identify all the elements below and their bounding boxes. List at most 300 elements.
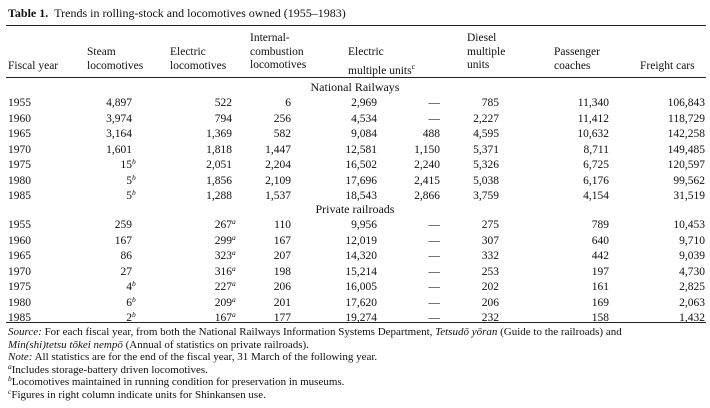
cell-internal-combustion-value: 256	[273, 112, 291, 125]
cell-internal-combustion	[274, 266, 291, 278]
cell-year	[8, 250, 31, 262]
cell-diesel	[482, 235, 499, 247]
cell-diesel-value: 5,326	[473, 159, 499, 171]
cell-emu-shinkansen-value: —	[428, 265, 440, 278]
table-title-text: Trends in rolling-stock and locomotives owned (1955–1983)	[54, 6, 346, 20]
header-diesel-l1: Diesel	[467, 32, 497, 44]
cell-steam	[106, 113, 138, 125]
cell-internal-combustion	[274, 297, 291, 309]
cell-year-value: 1955	[8, 97, 31, 109]
table-row	[0, 128, 710, 143]
cell-year	[8, 281, 31, 293]
cell-steam-value: 4,897	[106, 97, 132, 109]
cell-year	[8, 175, 31, 187]
cell-steam: 5$^b$	[126, 188, 136, 202]
cell-passenger-value: 4,154	[583, 190, 609, 202]
cell-emu-shinkansen	[429, 297, 441, 309]
cell-electric: 267$^a$	[214, 217, 236, 231]
cell-freight-value: 120,597	[667, 159, 705, 171]
cell-passenger-value: 11,340	[577, 97, 609, 109]
header-steam	[87, 46, 143, 73]
cell-freight-value: 118,729	[668, 112, 705, 125]
header-emu-l1: Electric	[348, 46, 384, 58]
cell-electric: 227$^a$	[214, 279, 236, 293]
cell-emu-shinkansen-value: 1,150	[414, 143, 440, 156]
source-text-2: (Guide to the railroads) and	[497, 326, 622, 338]
footnote-b	[8, 376, 704, 389]
cell-emu-shinkansen-value: —	[428, 312, 440, 324]
cell-year	[8, 190, 31, 202]
cell-passenger	[592, 219, 609, 231]
cell-diesel-value: 5,371	[473, 143, 499, 156]
cell-diesel-value: 202	[481, 281, 499, 293]
cell-emu	[351, 97, 377, 109]
cell-emu	[345, 266, 377, 278]
cell-steam-value: 1,601	[106, 143, 132, 156]
cell-internal-combustion-value: 2,109	[265, 174, 291, 187]
cell-passenger-value: 789	[591, 219, 609, 231]
table-row	[0, 294, 710, 312]
source-text-3: (Annual of statistics on private railroads).	[122, 338, 309, 351]
cell-electric-value: 267	[214, 219, 232, 231]
cell-emu-shinkansen	[414, 144, 440, 156]
cell-freight	[668, 144, 705, 156]
cell-freight-value: 1,432	[679, 312, 705, 324]
cell-freight	[679, 250, 705, 262]
header-passenger-l2: coaches	[554, 59, 591, 72]
cell-emu-value: 12,581	[345, 143, 377, 156]
cell-diesel-value: 253	[481, 265, 499, 278]
cell-year-value: 1975	[8, 159, 31, 171]
cell-electric-value: 1,369	[206, 128, 232, 140]
cell-electric-value: 1,818	[206, 143, 232, 156]
cell-steam-value: 5	[126, 174, 132, 187]
header-rule	[6, 77, 706, 78]
table-title	[8, 6, 346, 21]
header-emu-l2: multiple units	[348, 64, 412, 77]
cell-diesel-value: 4,595	[473, 128, 499, 140]
header-passenger-l1: Passenger	[554, 46, 600, 58]
cell-freight-value: 149,485	[667, 143, 705, 156]
cell-electric: 316$^a$	[214, 263, 236, 278]
cell-passenger-value: 10,632	[577, 128, 609, 140]
cell-emu-shinkansen	[429, 250, 441, 262]
cell-diesel	[473, 190, 499, 202]
cell-diesel	[482, 297, 499, 309]
cell-steam	[106, 144, 138, 156]
cell-year	[8, 113, 31, 125]
cell-freight-value: 9,039	[679, 250, 705, 262]
header-electric	[170, 46, 226, 73]
cell-freight-value: 10,453	[673, 219, 705, 231]
cell-electric-value: 209	[214, 296, 232, 309]
footnote-a-mark: a	[8, 361, 12, 371]
cell-steam	[121, 250, 139, 262]
cell-steam-value: 167	[114, 234, 132, 247]
cell-diesel-value: 206	[481, 296, 499, 309]
cell-passenger-value: 640	[591, 234, 609, 247]
cell-emu-value: 9,084	[351, 128, 377, 140]
cell-electric: 167$^a$	[214, 310, 236, 324]
cell-passenger	[577, 128, 609, 140]
footnote-c	[8, 386, 704, 402]
cell-emu-shinkansen	[429, 97, 441, 109]
cell-emu-shinkansen-value: 2,240	[414, 159, 440, 171]
cell-emu-value: 17,696	[345, 174, 377, 187]
cell-diesel	[482, 250, 499, 262]
cell-diesel	[482, 219, 499, 231]
cell-year	[8, 235, 31, 247]
cell-steam-value: 86	[120, 250, 132, 262]
header-fiscal-year-text: Fiscal year	[8, 60, 59, 72]
cell-freight	[673, 190, 705, 202]
cell-year-value: 1985	[8, 312, 31, 324]
cell-electric	[215, 97, 238, 109]
cell-emu-shinkansen-value: —	[428, 97, 440, 109]
note-label: Note:	[8, 351, 33, 364]
cell-emu	[345, 144, 377, 156]
cell-diesel-value: 3,759	[473, 190, 499, 202]
cell-electric-value: 2,051	[206, 159, 232, 171]
table-row	[0, 250, 710, 265]
cell-internal-combustion-value: 1,447	[265, 143, 291, 156]
cell-emu-value: 14,320	[345, 250, 377, 262]
footnote-a-text: Includes storage-battery driven locomotives.	[11, 363, 208, 376]
cell-steam-value: 3,164	[106, 128, 132, 140]
cell-passenger	[578, 97, 609, 109]
cell-freight-value: 99,562	[673, 174, 705, 187]
cell-freight	[679, 235, 705, 247]
cell-internal-combustion-value: 110	[274, 219, 291, 231]
cell-emu-value: 4,534	[351, 112, 377, 125]
footnote-c-mark: c	[8, 386, 12, 396]
cell-internal-combustion	[274, 281, 291, 293]
cell-freight-value: 31,519	[673, 190, 705, 202]
table-label: Table 1.	[8, 6, 49, 20]
cell-diesel	[482, 281, 499, 293]
cell-emu-shinkansen-value: 2,866	[414, 190, 440, 202]
cell-steam	[106, 128, 138, 140]
cell-freight	[673, 219, 705, 231]
header-internal-combustion	[250, 32, 306, 73]
cell-electric: 323$^a$	[214, 248, 236, 262]
cell-year-value: 1980	[8, 174, 31, 187]
cell-internal-combustion-value: 177	[273, 312, 291, 324]
cell-freight	[673, 175, 705, 187]
cell-freight	[679, 297, 705, 309]
cell-freight	[679, 281, 705, 293]
cell-passenger	[592, 235, 609, 247]
cell-year-value: 1960	[8, 234, 31, 247]
cell-steam	[121, 266, 139, 278]
cell-diesel-value: 332	[481, 250, 499, 262]
header-ic-l2: combustion	[250, 45, 304, 58]
cell-electric	[206, 144, 238, 156]
header-freight-text: Freight cars	[640, 60, 695, 72]
cell-freight-value: 4,730	[679, 265, 705, 278]
header-electric-l2: locomotives	[170, 59, 227, 72]
cell-internal-combustion-value: 6	[285, 97, 291, 109]
cell-diesel	[482, 97, 499, 109]
cell-freight-value: 142,258	[667, 128, 705, 140]
section-title-national: National Railways	[310, 80, 400, 94]
cell-year	[8, 297, 31, 309]
cell-emu	[351, 128, 377, 140]
cell-diesel-value: 232	[481, 312, 499, 324]
cell-emu-shinkansen	[429, 113, 441, 125]
cell-diesel	[473, 159, 499, 171]
cell-steam-value: 259	[114, 219, 132, 231]
source-note-cont	[8, 339, 704, 352]
cell-emu-shinkansen-value: —	[428, 250, 440, 262]
cell-emu-shinkansen-value: —	[428, 234, 440, 247]
cell-steam: 5$^b$	[126, 172, 136, 187]
general-note	[8, 351, 704, 364]
cell-year-value: 1965	[8, 250, 31, 262]
cell-diesel	[473, 128, 499, 140]
cell-electric	[206, 128, 238, 140]
cell-passenger	[592, 281, 609, 293]
cell-diesel-value: 2,227	[473, 112, 499, 125]
cell-emu	[345, 175, 377, 187]
table-row	[0, 159, 710, 174]
cell-passenger-value: 8,711	[583, 143, 609, 156]
cell-steam-value: 6	[126, 296, 132, 309]
cell-year-value: 1970	[8, 265, 31, 278]
header-diesel-l2: multiple	[467, 45, 506, 58]
source-text-1: For each fiscal year, from both the National Railways Information Systems Department,	[41, 326, 436, 338]
footnote-b-text: Locomotives maintained in running condition for preservation in museums.	[11, 376, 345, 389]
cell-steam: 6$^b$	[126, 294, 136, 309]
cell-freight-value: 106,843	[667, 97, 705, 109]
cell-steam: 15$^b$	[120, 157, 136, 171]
cell-passenger-value: 197	[591, 265, 609, 278]
cell-emu-shinkansen	[429, 266, 441, 278]
cell-emu-shinkansen	[429, 235, 441, 247]
cell-electric-value: 167	[214, 312, 232, 324]
cell-steam: 2$^b$	[126, 310, 136, 324]
table-row	[0, 281, 710, 296]
cell-internal-combustion-value: 201	[273, 296, 291, 309]
cell-emu-shinkansen-value: 488	[422, 128, 440, 140]
cell-internal-combustion	[274, 250, 291, 262]
cell-electric-value: 794	[214, 112, 232, 125]
table-row	[0, 219, 710, 234]
cell-emu-shinkansen	[414, 190, 440, 202]
cell-freight-value: 2,825	[679, 281, 705, 293]
cell-internal-combustion	[265, 144, 291, 156]
cell-internal-combustion-value: 207	[273, 250, 291, 262]
cell-internal-combustion	[274, 128, 291, 140]
cell-internal-combustion-value: 2,204	[265, 159, 291, 171]
cell-electric-value: 1,288	[206, 190, 232, 202]
source-note	[8, 326, 704, 339]
header-passenger	[554, 46, 600, 73]
cell-steam	[106, 97, 138, 109]
footnote-a	[8, 361, 704, 377]
cell-electric-value: 323	[214, 250, 232, 262]
cell-year-value: 1985	[8, 190, 31, 202]
cell-emu-value: 16,502	[345, 159, 377, 171]
cell-emu-shinkansen	[429, 219, 441, 231]
cell-emu-shinkansen	[423, 128, 440, 140]
cell-freight	[668, 113, 705, 125]
cell-emu-shinkansen	[414, 175, 440, 187]
cell-electric	[206, 159, 238, 171]
header-fiscal-year	[8, 60, 58, 74]
cell-diesel	[473, 113, 499, 125]
header-freight	[640, 60, 695, 74]
cell-passenger-value: 161	[591, 281, 609, 293]
cell-emu-value: 12,019	[345, 234, 377, 247]
header-emu	[348, 46, 415, 78]
cell-freight	[668, 159, 705, 171]
cell-emu-value: 17,620	[345, 296, 377, 309]
cell-electric-value: 316	[214, 265, 232, 278]
cell-internal-combustion-value: 582	[273, 128, 291, 140]
cell-freight	[668, 128, 705, 140]
header-emu-l2-wrap	[348, 60, 415, 78]
cell-emu-shinkansen-value: 2,415	[414, 174, 440, 187]
cell-passenger	[583, 159, 609, 171]
cell-diesel-value: 5,038	[473, 174, 499, 187]
cell-steam: 4$^b$	[126, 279, 136, 293]
section-title-private: Private railroads	[315, 202, 395, 216]
cell-internal-combustion	[274, 113, 291, 125]
bottom-rule	[6, 322, 706, 323]
cell-year-value: 1980	[8, 296, 31, 309]
source-label: Source:	[8, 326, 42, 338]
cell-diesel	[473, 175, 499, 187]
header-ic-l1: Internal-	[250, 32, 290, 44]
cell-internal-combustion-value: 1,537	[265, 190, 291, 202]
top-rule	[6, 25, 706, 26]
cell-internal-combustion	[265, 159, 291, 171]
cell-year	[8, 219, 31, 231]
cell-diesel-value: 275	[481, 219, 499, 231]
header-steam-l1: Steam	[87, 46, 116, 58]
cell-diesel	[482, 266, 499, 278]
cell-internal-combustion	[285, 97, 291, 109]
cell-electric-value: 227	[214, 281, 232, 293]
cell-steam-value: 4	[126, 281, 132, 293]
cell-electric: 209$^a$	[214, 294, 236, 309]
cell-passenger	[578, 113, 609, 125]
header-electric-l1: Electric	[170, 46, 206, 58]
cell-internal-combustion-value: 206	[273, 281, 291, 293]
cell-emu	[345, 297, 377, 309]
cell-internal-combustion	[265, 190, 291, 202]
source-title-2: Min(shi)tetsu tōkei nempō	[8, 338, 123, 351]
header-steam-l2: locomotives	[87, 59, 144, 72]
header-emu-footnote-mark: c	[411, 61, 416, 71]
cell-emu	[351, 219, 377, 231]
table-row	[0, 263, 710, 281]
cell-passenger-value: 442	[591, 250, 609, 262]
cell-steam-value: 15	[120, 159, 132, 171]
cell-freight	[679, 266, 705, 278]
cell-passenger-value: 6,176	[583, 174, 609, 187]
cell-passenger-value: 6,725	[583, 159, 609, 171]
cell-year	[8, 159, 31, 171]
cell-steam-value: 3,974	[106, 112, 132, 125]
cell-steam-value: 27	[120, 265, 132, 278]
cell-emu-shinkansen	[429, 281, 441, 293]
cell-diesel-value: 307	[481, 234, 499, 247]
cell-emu	[345, 159, 377, 171]
cell-year-value: 1975	[8, 281, 31, 293]
table-row	[0, 113, 710, 128]
cell-emu-shinkansen-value: —	[428, 281, 440, 293]
footnote-b-mark: b	[8, 374, 12, 384]
cell-internal-combustion	[274, 235, 291, 247]
cell-internal-combustion-value: 198	[273, 265, 291, 278]
cell-steam-value: 2	[126, 312, 132, 324]
cell-emu-value: 18,543	[345, 190, 377, 202]
cell-passenger-value: 11,412	[577, 112, 609, 125]
cell-year-value: 1955	[8, 219, 31, 231]
cell-diesel-value: 785	[481, 97, 499, 109]
cell-year	[8, 144, 31, 156]
cell-passenger	[584, 144, 609, 156]
cell-electric-value: 299	[214, 234, 232, 247]
cell-freight-value: 9,710	[679, 234, 705, 247]
table-row	[0, 312, 710, 327]
cell-steam-value: 5	[126, 190, 132, 202]
cell-diesel	[473, 144, 499, 156]
cell-passenger	[583, 175, 609, 187]
cell-freight	[668, 97, 705, 109]
cell-freight-value: 2,063	[679, 296, 705, 309]
cell-electric-value: 1,856	[206, 174, 232, 187]
cell-emu-shinkansen-value: —	[428, 219, 440, 231]
cell-emu-shinkansen-value: —	[428, 112, 440, 125]
note-text: All statistics are for the end of the fiscal year, 31 March of the following year.	[32, 351, 378, 364]
cell-emu-value: 9,956	[351, 219, 377, 231]
cell-emu	[351, 113, 377, 125]
cell-passenger-value: 158	[591, 312, 609, 324]
cell-emu-value: 2,969	[351, 97, 377, 109]
cell-year-value: 1965	[8, 128, 31, 140]
cell-internal-combustion-value: 167	[273, 234, 291, 247]
table-row	[0, 144, 710, 159]
cell-emu-value: 19,274	[345, 312, 377, 324]
cell-internal-combustion	[265, 175, 291, 187]
cell-emu-value: 16,005	[345, 281, 377, 293]
cell-year	[8, 128, 31, 140]
cell-steam	[115, 219, 138, 231]
table-row	[0, 172, 710, 190]
cell-electric	[206, 175, 238, 187]
table-notes	[8, 326, 704, 402]
footnote-c-text: Figures in right column indicate units for Shinkansen use.	[11, 388, 266, 401]
header-ic-l3: locomotives	[250, 59, 307, 71]
table-row	[0, 232, 710, 250]
cell-passenger	[592, 266, 609, 278]
cell-electric-value: 522	[214, 97, 232, 109]
cell-electric	[206, 190, 238, 202]
cell-emu	[345, 235, 377, 247]
cell-internal-combustion	[274, 219, 291, 231]
cell-emu-shinkansen	[414, 159, 440, 171]
cell-emu-shinkansen-value: —	[428, 296, 440, 309]
cell-year-value: 1960	[8, 112, 31, 125]
cell-emu	[345, 250, 377, 262]
cell-emu-value: 15,214	[345, 265, 377, 278]
cell-passenger	[592, 250, 609, 262]
cell-electric: 299$^a$	[214, 232, 236, 247]
cell-steam	[115, 235, 138, 247]
